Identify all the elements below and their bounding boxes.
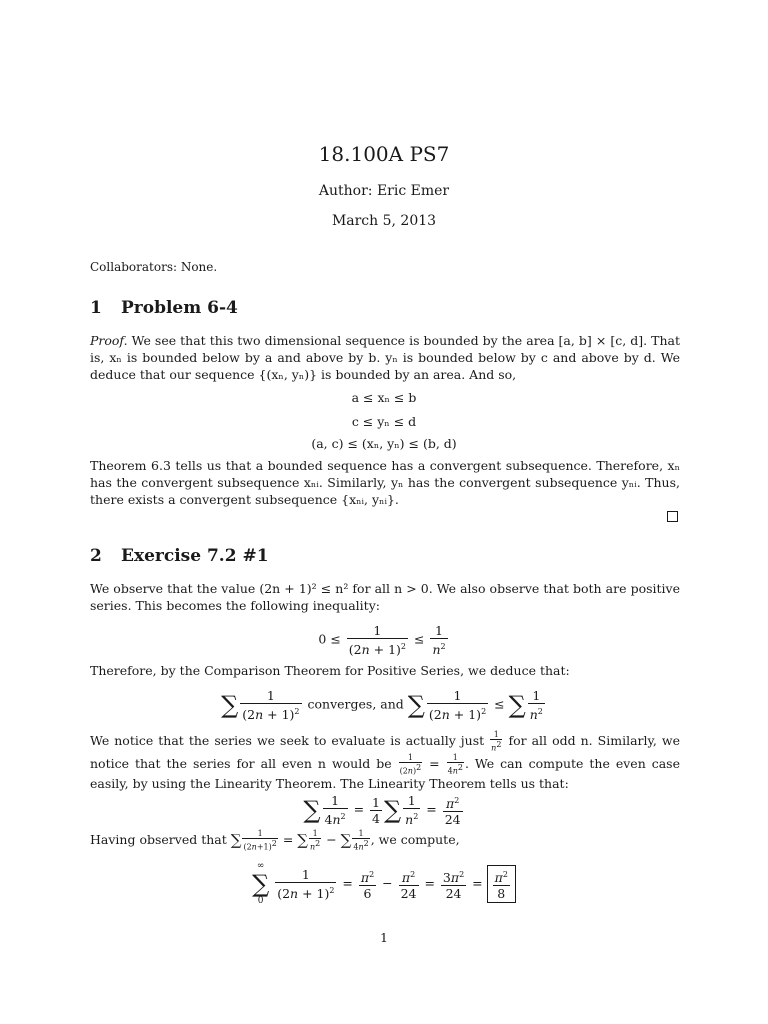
converges-text: converges, and: [307, 696, 404, 712]
author-line: Author: Eric Emer: [318, 183, 450, 199]
section-number: 2: [90, 546, 102, 566]
section-2-heading: [90, 546, 269, 566]
equation-inequality: 0 ≤ $\frac{1}{(2n + 1)^2}$ ≤ $\frac{1}{n^2}$: [318, 623, 446, 658]
equation-final-result: ∞ ∑ 0 $\frac{1}{(2n + 1)^2}$ = $\frac{\pi^2}{6}$ − $\frac{\pi^2}{24}$ = $\frac{3\pi^2}{24}$ = $\frac{\pi^2}{8}$: [0, 860, 768, 908]
section-2-paragraph-1: We observe that the value (2n + 1)² ≤ n² for all n > 0. We also observe that both are positive series. This becomes the following inequality:: [90, 581, 680, 613]
paragraph-3-part-c: . We can compute the even case easily, by using the Linearity Theorem. The Linearity Theorem tells us that:: [90, 755, 680, 792]
section-2-paragraph-4: Having observed that ∑ $\frac{1}{(2n+1)^2}$ = ∑ $\frac{1}{n^2}$ − ∑ $\frac{1}{4n^2}$ , we compute,: [90, 829, 460, 852]
paragraph-4-part-b: , we compute,: [370, 831, 460, 847]
section-1-paragraph-1: [90, 332, 680, 383]
equation-pair-bound: (a, c) ≤ (xₙ, yₙ) ≤ (b, d): [311, 436, 457, 451]
boxed-answer: $\frac{\pi^2}{8}$: [487, 865, 516, 903]
equation-comparison: ∑ $\frac{1}{(2n + 1)^2}$ converges, and ∑ $\frac{1}{(2n + 1)^2}$ ≤ ∑ $\frac{1}{n^2}$: [221, 688, 543, 723]
page-number: 1: [380, 930, 388, 945]
paragraph-3-part-a: We notice that the series we seek to evaluate is actually just: [90, 732, 485, 748]
section-2-paragraph-3: We notice that the series we seek to evaluate is actually just $\frac{1}{n^2}$ for all odd n. Similarly, we notice that the series for all even n would be $\frac{1}{(2n)^2}$ = $\frac{1}{4n^2}$ . We can compute the even case easily, by using the Linearity Theorem. The Linearity Theorem tells us that:: [90, 730, 680, 792]
equation-linearity: ∑ $\frac{1}{4n^2}$ = $\frac{1}{4}$ ∑ $\frac{1}{n^2}$ = $\frac{\pi^2}{24}$: [303, 793, 461, 828]
section-1-paragraph-2: Theorem 6.3 tells us that a bounded sequence has a convergent subsequence. Therefore, xₙ has the convergent subsequence xₙᵢ. Similarly, yₙ has the convergent subsequence yₙᵢ. Thus, there exists a convergent subsequence {xₙᵢ, yₙᵢ}.: [90, 458, 680, 507]
section-1-heading: [90, 298, 238, 318]
proof-text: We see that this two dimensional sequence is bounded by the area [a, b] × [c, d]. That is, xₙ is bounded below by a and above by b. yₙ is bounded below by c and above by d. We deduce that our sequence {(xₙ, yₙ)} is bounded by an area. And so,: [90, 333, 680, 382]
paragraph-4-part-a: Having observed that: [90, 831, 227, 847]
equation-a-xn-b: a ≤ xₙ ≤ b: [351, 390, 417, 405]
section-title: Problem 6-4: [121, 298, 238, 318]
section-number: 1: [90, 298, 102, 318]
paragraph-3-part-b: for all odd n. Similarly, we notice that the series for all even n would be: [90, 732, 680, 771]
collaborators-line: Collaborators: None.: [90, 260, 218, 274]
proof-label: Proof.: [90, 333, 128, 348]
date-line: March 5, 2013: [331, 213, 437, 229]
equation-c-yn-d: c ≤ yₙ ≤ d: [351, 414, 417, 429]
qed-symbol: [667, 511, 678, 522]
section-title: Exercise 7.2 #1: [121, 546, 269, 566]
section-2-paragraph-2: Therefore, by the Comparison Theorem for Positive Series, we deduce that:: [90, 663, 570, 678]
paper-title: 18.100A PS7: [318, 142, 450, 166]
